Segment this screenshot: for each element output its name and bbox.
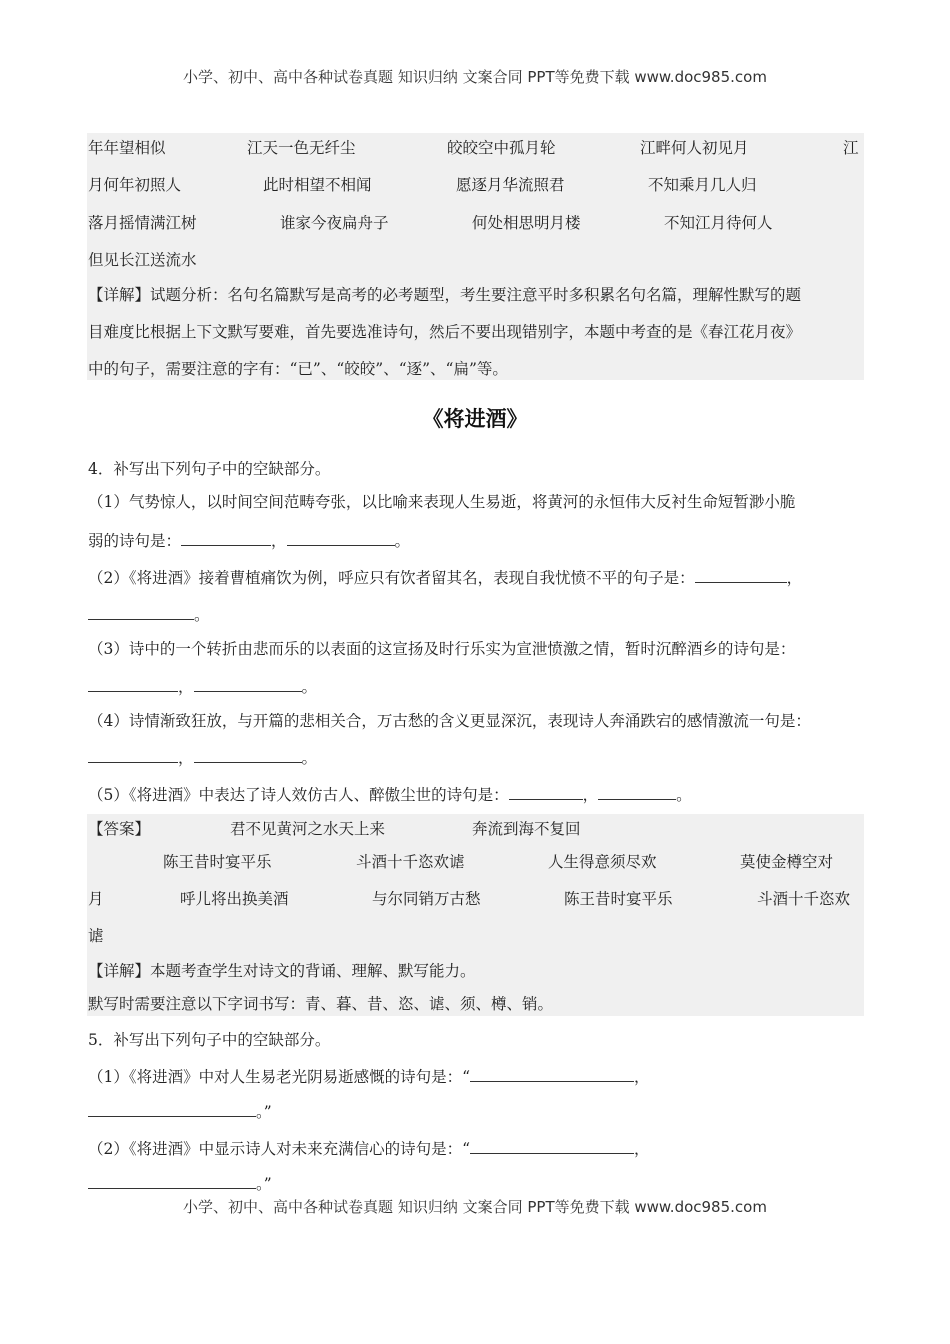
comma: ，: [178, 678, 194, 696]
header-banner: 小学、初中、高中各种试卷真题 知识归纳 文案合同 PPT等免费下载 www.doc985.com: [183, 68, 767, 86]
close-quote: 。”: [256, 1103, 272, 1121]
answer-item: 不知江月待何人: [664, 214, 773, 232]
answer-item: 斗酒十千恣欢谑: [356, 853, 465, 871]
question-text: （5）《将进酒》中表达了诗人效仿古人、醉傲尘世的诗句是：: [88, 786, 509, 804]
answer-item: 皎皎空中孤月轮: [447, 139, 556, 157]
answer-item: 此时相望不相闻: [263, 176, 372, 194]
answer-label: 【答案】: [88, 820, 151, 838]
answer-blank[interactable]: [88, 603, 194, 620]
answer-item: 江天一色无纤尘: [247, 139, 356, 157]
detail-line: 目难度比根据上下文默写要难，首先要选准诗句，然后不要出现错别字，本题中考查的是《春江花月夜》: [88, 323, 802, 341]
answer-item: 年年望相似: [88, 139, 166, 157]
answer-item: 但见长江送流水: [88, 251, 197, 269]
question-part: [88, 675, 317, 698]
question-text: （1）《将进酒》中对人生易老光阴易逝感慨的诗句是：“: [88, 1068, 471, 1086]
answer-item: 落月摇情满江树: [88, 214, 197, 232]
comma: ，: [178, 749, 194, 767]
period: 。: [676, 786, 692, 804]
comma: ，: [271, 532, 287, 550]
answer-item: 愿逐月华流照君: [456, 176, 565, 194]
answer-item: 谑: [88, 927, 104, 945]
detail-line: 【详解】本题考查学生对诗文的背诵、理解、默写能力。: [88, 962, 476, 980]
answer-blank[interactable]: [88, 746, 178, 763]
period: 。: [194, 606, 210, 624]
answer-blank[interactable]: [287, 529, 395, 546]
answer-blank[interactable]: [181, 529, 271, 546]
answer-blank[interactable]: [598, 783, 676, 800]
q4-answer-block: [87, 814, 864, 1016]
question-part: [88, 1137, 650, 1160]
question-text: （2）《将进酒》接着曹植痛饮为例，呼应只有饮者留其名，表现自我忧愤不平的句子是：: [88, 569, 695, 587]
question-part: [88, 746, 317, 769]
period: 。: [301, 678, 318, 696]
question-part: （1）气势惊人，以时间空间范畴夸张，以比喻来表现人生易逝，将黄河的永恒伟大反衬生命短暂渺小脆: [88, 493, 796, 511]
answer-item: 与尔同销万古愁: [372, 890, 481, 908]
answer-blank[interactable]: [194, 746, 302, 763]
answer-item: 月: [88, 890, 104, 908]
detail-line: 【详解】试题分析：名句名篇默写是高考的必考题型，考生要注意平时多积累名句名篇，理解性默写的题: [88, 286, 802, 304]
period: 。: [301, 749, 318, 767]
answer-item: 人生得意须尽欢: [548, 853, 657, 871]
question-part: [88, 566, 802, 589]
answer-item: 江畔何人初见月: [640, 139, 749, 157]
answer-blank[interactable]: [695, 566, 787, 583]
comma: ，: [582, 786, 599, 804]
answer-item: 江: [843, 139, 859, 157]
answer-item: 陈王昔时宴平乐: [564, 890, 673, 908]
question-text: 弱的诗句是：: [88, 532, 182, 550]
answer-item: 奔流到海不复回: [472, 820, 581, 838]
answer-blank[interactable]: [88, 1100, 256, 1117]
comma: ，: [634, 1068, 650, 1086]
question-part: （3）诗中的一个转折由悲而乐的以表面的这宣扬及时行乐实为宣泄愤激之情，暂时沉醉酒乡的诗句是：: [88, 640, 796, 658]
footer-banner: 小学、初中、高中各种试卷真题 知识归纳 文案合同 PPT等免费下载 www.doc985.com: [183, 1198, 767, 1216]
answer-blank[interactable]: [470, 1065, 634, 1082]
question-part: [88, 783, 692, 806]
comma: ，: [634, 1140, 650, 1158]
question-stem: 5．补写出下列句子中的空缺部分。: [88, 1031, 331, 1049]
question-part: [88, 1100, 272, 1123]
answer-item: 君不见黄河之水天上来: [230, 820, 386, 838]
answer-blank[interactable]: [88, 1172, 256, 1189]
question-part: （4）诗情渐致狂放，与开篇的悲相关合，万古愁的含义更显深沉，表现诗人奔涌跌宕的感情激流一句是：: [88, 712, 811, 730]
answer-item: 陈王昔时宴平乐: [163, 853, 272, 871]
question-part: [88, 1065, 650, 1088]
section-title: 《将进酒》: [422, 407, 528, 431]
question-part: [88, 1172, 272, 1195]
question-part: [88, 603, 210, 626]
answer-item: 呼儿将出换美酒: [180, 890, 289, 908]
period: 。: [394, 532, 411, 550]
question-part: [88, 529, 410, 552]
comma: ，: [786, 569, 803, 587]
close-quote: 。”: [256, 1175, 272, 1193]
detail-line: 默写时需要注意以下字词书写：青、暮、昔、恣、谑、须、樽、销。: [88, 995, 554, 1013]
answer-item: 斗酒十千恣欢: [757, 890, 851, 908]
detail-line: 中的句子，需要注意的字有：“已”、“皎皎”、“逐”、“扁”等。: [88, 360, 508, 378]
question-text: （2）《将进酒》中显示诗人对未来充满信心的诗句是：“: [88, 1140, 471, 1158]
answer-item: 月何年初照人: [88, 176, 182, 194]
answer-item: 谁家今夜扁舟子: [280, 214, 389, 232]
answer-blank[interactable]: [509, 783, 583, 800]
answer-blank[interactable]: [470, 1137, 634, 1154]
answer-item: 不知乘月几人归: [648, 176, 757, 194]
answer-blank[interactable]: [88, 675, 178, 692]
answer-item: 何处相思明月楼: [472, 214, 581, 232]
question-stem: 4．补写出下列句子中的空缺部分。: [88, 460, 331, 478]
answer-blank[interactable]: [194, 675, 302, 692]
answer-item: 莫使金樽空对: [740, 853, 834, 871]
